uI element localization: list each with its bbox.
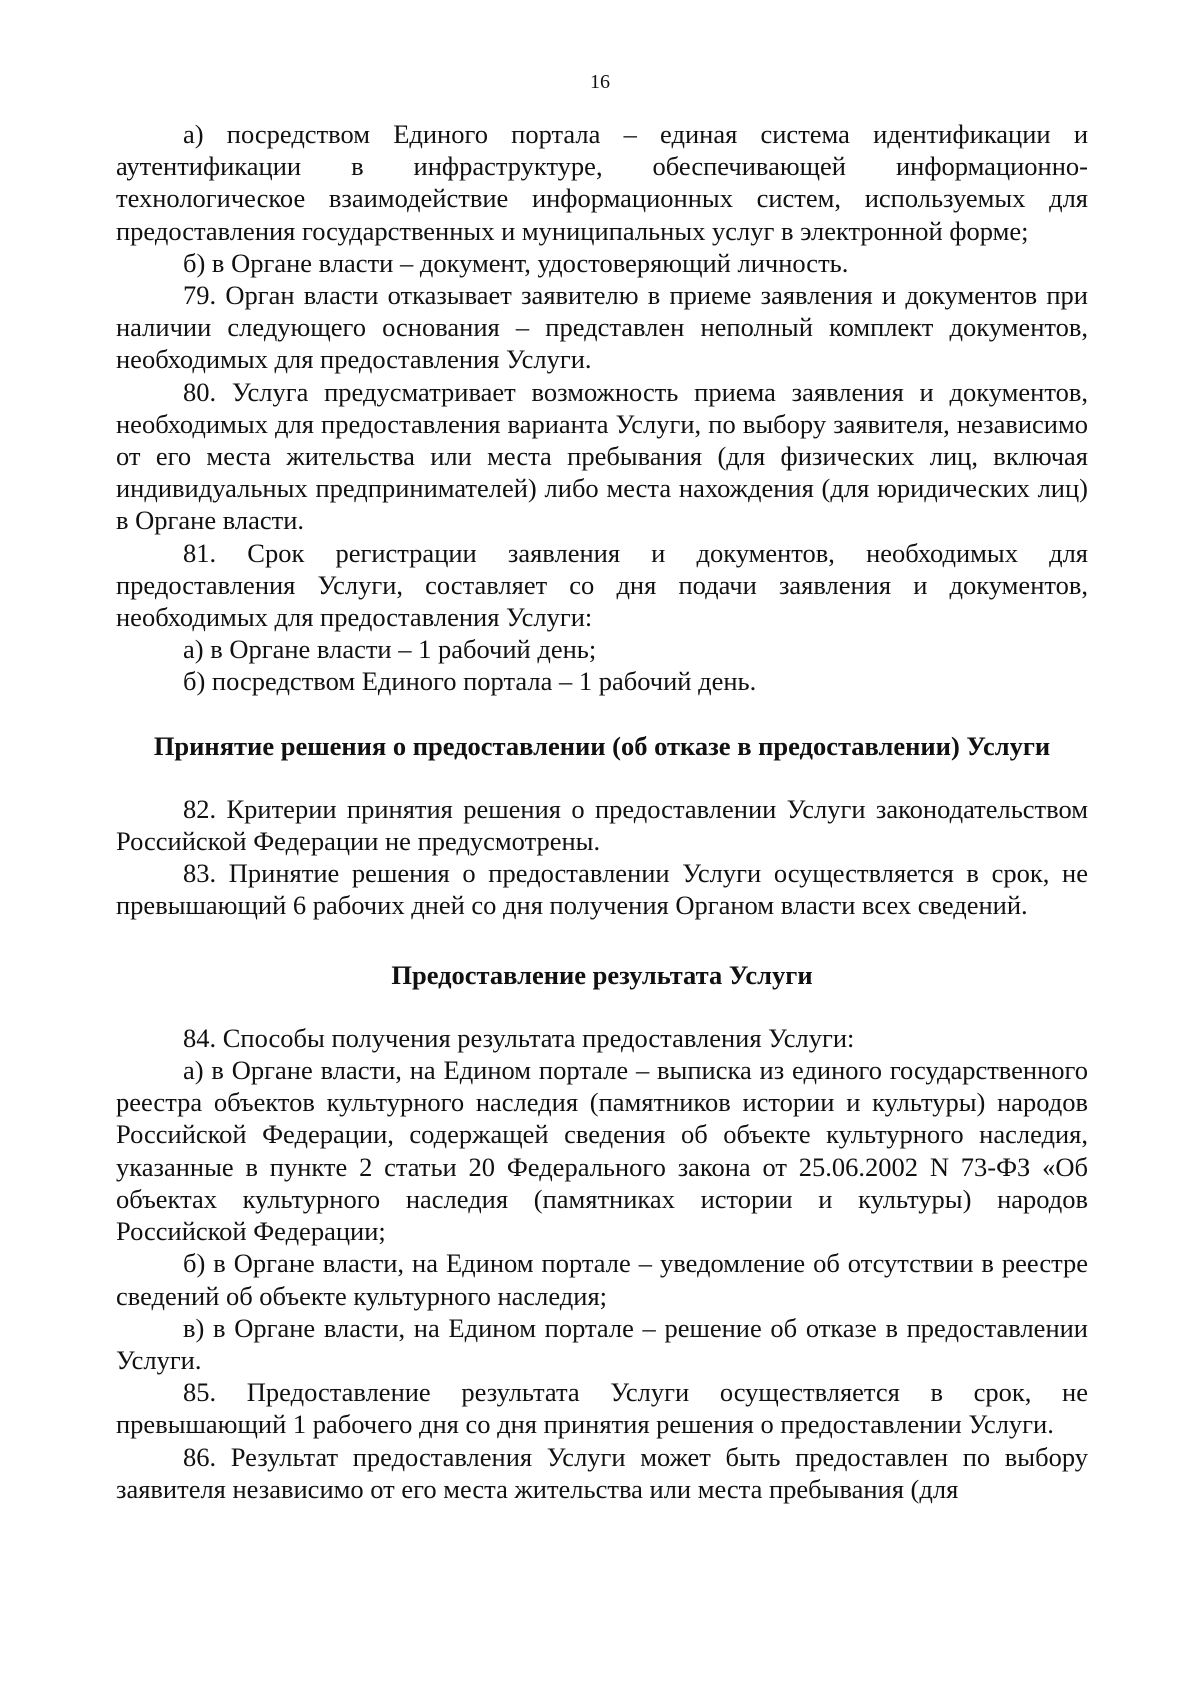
paragraph-83: 83. Принятие решения о предоставлении Услуги осуществляется в срок, не превышающий 6 рабочих дней со дня получения Органом власти всех сведений. (116, 858, 1088, 921)
paragraph-80: 80. Услуга предусматривает возможность приема заявления и документов, необходимых для предоставления варианта Услуги, по выбору заявителя, независимо от его места жительства или места пребывания (для физических лиц, включая индивидуальных предпринимателей) либо места нахождения (для юридических лиц) в Органе власти. (116, 376, 1088, 536)
document-body (116, 118, 1088, 1505)
paragraph-84c: в) в Органе власти, на Едином портале – решение об отказе в предоставлении Услуги. (116, 1312, 1088, 1375)
section-heading-result: Предоставление результата Услуги (391, 959, 813, 990)
paragraph-84a: а) в Органе власти, на Едином портале – выписка из единого государственного реестра объектов культурного наследия (памятников истории и культуры) народов Российской Федерации, содержащей сведения об объекте культурного наследия, указанные в пункте 2 статьи 20 Федерального закона от 25.06.2002 N 73-ФЗ «Об объектах культурного наследия (памятниках истории и культуры) народов Российской Федерации; (116, 1055, 1088, 1247)
paragraph-84b: б) в Органе власти, на Едином портале – уведомление об отсутствии в реестре сведений об объекте культурного наследия; (116, 1248, 1088, 1311)
section-heading-decision: Принятие решения о предоставлении (об отказе в предоставлении) Услуги (153, 730, 1051, 761)
page-number: 16 (590, 71, 610, 93)
paragraph-79: 79. Орган власти отказывает заявителю в приеме заявления и документов при наличии следующего основания – представлен неполный комплект документов, необходимых для предоставления Услуги. (116, 280, 1088, 375)
paragraph-78b: б) в Органе власти – документ, удостоверяющий личность. (183, 247, 849, 278)
paragraph-82: 82. Критерии принятия решения о предоставлении Услуги законодательством Российской Федерации не предусмотрены. (116, 793, 1088, 857)
paragraph-81a: а) в Органе власти – 1 рабочий день; (183, 634, 597, 665)
paragraph-78a: а) посредством Единого портала – единая система идентификации и аутентификации в инфраструктуре, обеспечивающей информационно-технологическое взаимодействие информационных систем, используемых для предоставления государственных и муниципальных услуг в электронной форме; (116, 119, 1088, 246)
paragraph-86: 86. Результат предоставления Услуги может быть предоставлен по выбору заявителя независимо от его места жительства или места пребывания (для (116, 1441, 1088, 1504)
paragraph-85: 85. Предоставление результата Услуги осуществляется в срок, не превышающий 1 рабочего дня со дня принятия решения о предоставлении Услуги. (116, 1377, 1088, 1440)
paragraph-81b: б) посредством Единого портала – 1 рабочий день. (183, 666, 757, 697)
paragraph-84: 84. Способы получения результата предоставления Услуги: (183, 1022, 855, 1053)
paragraph-81: 81. Срок регистрации заявления и документов, необходимых для предоставления Услуги, составляет со дня подачи заявления и документов, необходимых для предоставления Услуги: (116, 537, 1088, 633)
